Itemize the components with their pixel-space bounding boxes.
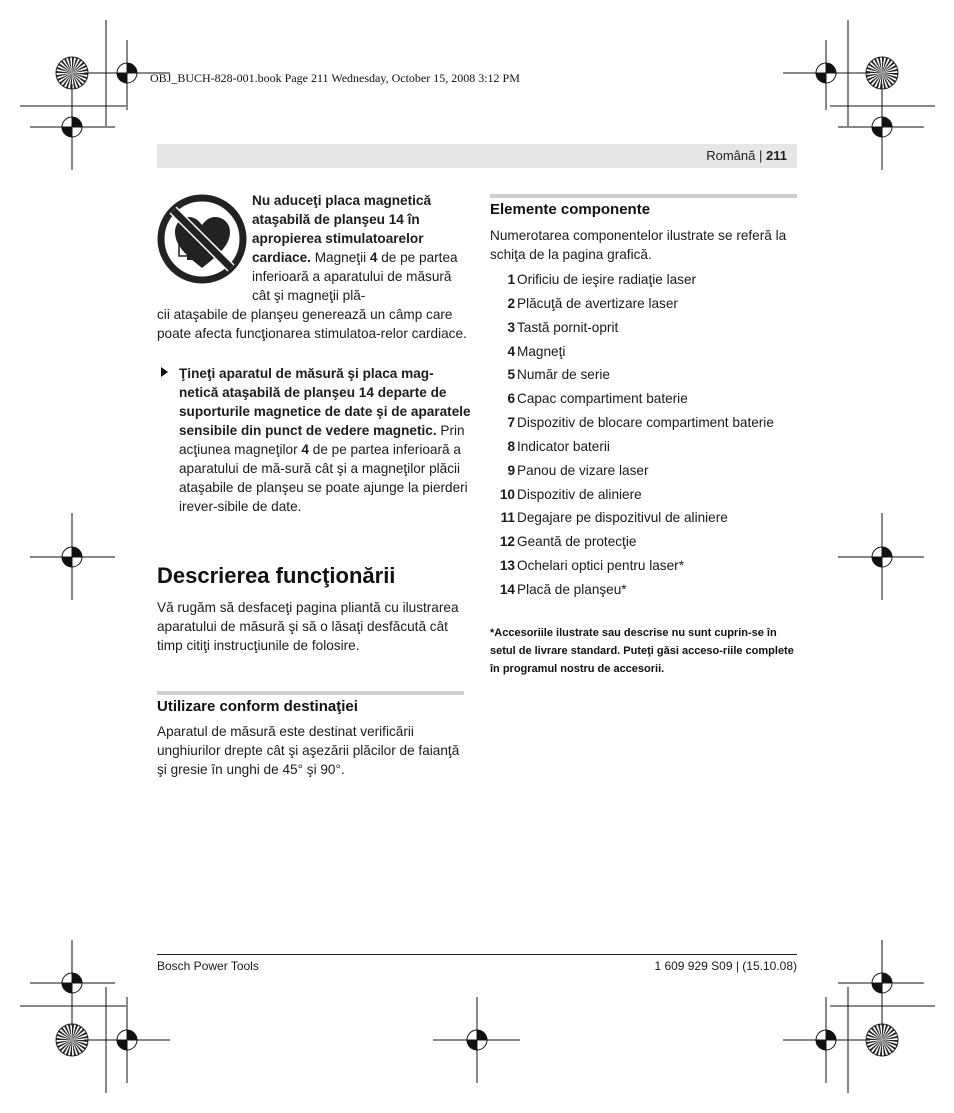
component-number: 11 — [500, 510, 515, 526]
no-pacemaker-icon — [157, 194, 247, 284]
component-number: 2 — [507, 295, 515, 311]
component-number: 9 — [507, 462, 515, 478]
component-item — [490, 342, 800, 361]
component-number: 12 — [499, 534, 515, 550]
component-label: Ochelari optici pentru laser* — [517, 558, 684, 574]
component-label: Dispozitiv de blocare compartiment baterie — [517, 415, 774, 431]
registration-sunburst — [56, 1024, 88, 1056]
pacemaker-warning-continued: cii ataşabile de planşeu generează un câmp care poate afecta funcţionarea stimulatoa-relor cardiace. — [157, 307, 467, 341]
components-title: Elemente componente — [490, 201, 651, 218]
component-number: 7 — [507, 415, 515, 431]
component-item — [490, 389, 800, 408]
warning-text-1: Magneţii — [310, 250, 370, 265]
component-label: Placă de planşeu* — [517, 581, 627, 597]
components-intro: Numerotarea componentelor ilustrate se referă la schiţa de la pagina grafică. — [490, 228, 787, 262]
header-separator: | — [759, 148, 763, 163]
pacemaker-warning — [252, 191, 472, 305]
component-label: Tastă pornit-oprit — [517, 319, 619, 335]
registration-sunburst — [56, 57, 88, 89]
component-item — [490, 485, 800, 504]
component-number: 8 — [507, 438, 515, 454]
header-language: Română — [706, 148, 756, 163]
magnetic-warning-text-1: Prin acţiunea magneţilor — [179, 423, 465, 457]
usage-title: Utilizare conform destinaţiei — [157, 698, 358, 715]
usage-text: Aparatul de măsură este destinat verificării unghiurilor drepte cât şi aşezării plăcilor de faianţă şi gresie în unghi de 45° şi 90°. — [157, 724, 460, 777]
warning-lead: Nu aduceţi placa magnetică ataşabilă de planşeu 14 în apropierea stimulatoarelor cardiace. — [252, 193, 432, 265]
bullet-triangle-icon — [161, 367, 168, 377]
registration-sunburst — [866, 1024, 898, 1056]
component-number: 14 — [499, 581, 515, 597]
footer-publisher: Bosch Power Tools — [157, 959, 259, 973]
component-label: Dispozitiv de aliniere — [517, 486, 642, 502]
component-label: Panou de vizare laser — [517, 462, 649, 478]
usage-rule — [157, 691, 464, 695]
component-label: Indicator baterii — [517, 438, 610, 454]
component-item — [490, 532, 800, 551]
running-header — [157, 144, 797, 168]
component-number: 6 — [507, 391, 515, 407]
component-item — [490, 413, 800, 432]
component-item — [490, 294, 800, 313]
component-item — [490, 556, 800, 575]
component-label: Capac compartiment baterie — [517, 391, 688, 407]
component-item — [490, 437, 800, 456]
component-number: 10 — [499, 486, 515, 502]
registration-sunburst — [866, 57, 898, 89]
page-number: 211 — [766, 148, 787, 163]
footer-rule — [157, 954, 797, 955]
component-label: Orificiu de ieşire radiaţie laser — [517, 272, 697, 287]
component-label: Geantă de protecţie — [517, 534, 637, 550]
component-label: Număr de serie — [517, 367, 610, 383]
component-item — [490, 365, 800, 384]
magnetic-warning-text-2: de pe partea inferioară a aparatului de mă-sură cât şi a magneţilor plăcii ataşabile de planşeu se poate ajunge la pierderi irever-sibile de date. — [179, 442, 468, 514]
components-rule — [490, 194, 797, 198]
section-intro: Vă rugăm să desfaceţi pagina pliantă cu ilustrarea aparatului de măsură şi să o lăsaţi desfăcută cât timp citiţi instrucţiunile de folosire. — [157, 600, 459, 653]
warning-text-2: de pe partea inferioară a aparatului de măsură cât şi magneţii plă- — [252, 250, 458, 303]
warning-ref: 4 — [369, 250, 378, 265]
component-item — [490, 270, 800, 289]
component-number: 1 — [507, 272, 515, 287]
component-item — [490, 318, 800, 337]
book-slug: OBJ_BUCH-828-001.book Page 211 Wednesday, October 15, 2008 3:12 PM — [150, 71, 520, 85]
component-item — [490, 580, 800, 599]
component-label: Plăcuţă de avertizare laser — [517, 295, 678, 311]
component-label: Degajare pe dispozitivul de aliniere — [517, 510, 728, 526]
component-label: Magneţi — [517, 343, 566, 359]
magnetic-warning — [157, 364, 472, 516]
footer-document-id: 1 609 929 S09 | (15.10.08) — [654, 959, 797, 973]
component-number: 3 — [507, 319, 515, 335]
magnetic-warning-ref: 4 — [301, 442, 309, 457]
accessories-note: *Accesoriile ilustrate sau descrise nu sunt cuprin-se în setul de livrare standard. Puteţi găsi acceso-riile complete în programul nostru de accesorii. — [490, 627, 794, 675]
component-item — [490, 508, 800, 527]
magnetic-warning-lead: Ţineţi aparatul de măsură şi placa mag-netică ataşabilă de planşeu 14 departe de suporturile magnetice de date şi de aparatele sensibile din punct de vedere magnetic. — [179, 366, 471, 438]
section-title: Descrierea funcţionării — [157, 563, 396, 588]
component-number: 13 — [499, 558, 515, 574]
component-number: 4 — [507, 343, 515, 359]
component-item — [490, 461, 800, 480]
component-list — [490, 270, 800, 604]
component-number: 5 — [507, 367, 515, 383]
